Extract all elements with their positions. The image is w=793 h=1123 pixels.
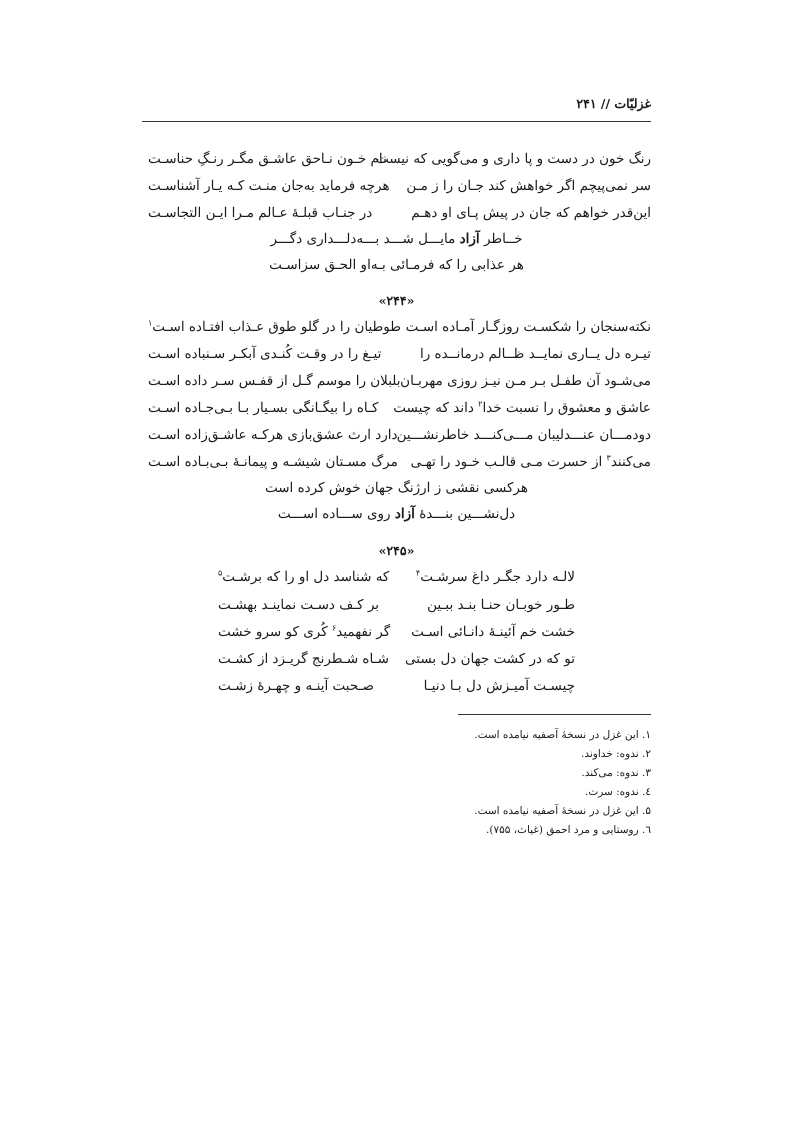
footnote-marker: ۶ xyxy=(331,623,337,633)
verse-hemistich-left: طوطیان را در گلو طوق عـذاب افتـاده اسـت$^۱$ xyxy=(148,318,402,335)
verse-hemistich-left: تیـغ را در وقـت کُنـدی آبکـر سـنباده اسـت xyxy=(148,346,382,362)
verse-hemistich-right: عاشق و معشوق را نسبت خدا$^۲$ داند که چیست xyxy=(393,399,651,416)
closing-verse: خــاطر آزاد مایـــل شـــد بـــه‌دلـــداری دگـــر xyxy=(270,231,523,247)
verse-hemistich-right: تو که در کشت جهان دل بستی xyxy=(405,651,575,667)
verse-hemistich-right: تیـره دل یــاری نمایــد ظــالم درمانــده را xyxy=(419,346,651,362)
verse-hemistich-right: می‌شـود آن طفـل بـر مـن نیـز روزی مهربـان xyxy=(400,373,651,389)
header-rule xyxy=(142,121,651,122)
ghazal-number: «۲۴۵» xyxy=(378,543,415,558)
closing-verse: دل‌نشـــین بنـــدهٔ آزاد روی ســـاده اســـت xyxy=(277,506,516,522)
verse-hemistich-left: بلبلان را موسم گـل از قفـس سـر داده اسـت xyxy=(148,373,401,389)
closing-verse: هرکسی نقشی ز ارژنگ جهان خوش کرده است xyxy=(264,480,529,496)
verse-hemistich-right: نکته‌سنجان را شکسـت روزگـار آمـاده اسـت xyxy=(405,319,651,335)
footnote: ۲. ندوه: خداوند. xyxy=(581,748,651,760)
footnote: ۵. این غزل در نسخهٔ آصفیه نیامده است. xyxy=(474,805,651,817)
verse-hemistich-left: که شناسد دل او را که برشـت$^۵$ xyxy=(218,568,390,585)
ghazal-number: «۲۴۴» xyxy=(378,293,415,308)
footnote-rule xyxy=(458,714,651,715)
verse-hemistich-left: صـحبت آینـه و چهـرهٔ زشـت xyxy=(218,678,375,694)
verse-hemistich-right: خشت خم آئینـهٔ دانـائی اسـت xyxy=(411,624,575,640)
verse-hemistich-left: مرگ مسـتان شیشـه و پیمانـهٔ بـی‌بـاده اسـت xyxy=(148,454,398,470)
footnote-marker: ۵ xyxy=(218,568,223,578)
verse-hemistich-left: بر کـف دسـت نماینـد بهشـت xyxy=(218,597,380,613)
verse-hemistich-right: این‌قدر خواهم که جان در پیش پـای او دهـم xyxy=(411,205,651,221)
verse-hemistich-right: رنگ خون در دست و پا داری و می‌گویی که نیست xyxy=(375,151,651,167)
verse-hemistich-left: هرچه فرماید به‌جان منـت کـه یـار آشناسـت xyxy=(148,178,390,194)
verse-hemistich-right: طـور خوبـان حنـا بنـد ببـین xyxy=(427,597,575,613)
verse-hemistich-right: می‌کنند$^۳$ از حسرت مـی قالـب خـود را تهـی xyxy=(410,453,651,470)
verse-hemistich-right: دودمـــان عنـــدلیبان مـــی‌کنـــد خاطرنشـــین xyxy=(396,427,651,443)
verse-hemistich-left: در جنـاب قبلـهٔ عـالم مـرا ایـن التجاسـت xyxy=(148,205,373,221)
footnote: ٤. ندوه: سرت. xyxy=(584,786,651,798)
footnote: ۳. ندوه: می‌کند. xyxy=(581,767,651,779)
footnote-marker: ۳ xyxy=(606,453,611,463)
verse-hemistich-right: سر نمی‌پیچم اگر خواهش کند جـان را ز مـن xyxy=(406,178,651,194)
verse-hemistich-left: نام خـون نـاحق عاشـق مگـر رنـگِ حناسـت xyxy=(148,151,387,167)
verse-hemistich-left: شـاه شـطرنج گریـزد از کشـت xyxy=(218,651,389,667)
verse-hemistich-left: دارد ارث عشق‌بازی هرکـه عاشـق‌زاده اسـت xyxy=(148,427,398,443)
poet-name: آزاد xyxy=(394,506,415,522)
verse-hemistich-left: گر نفهمید$^۶$ کُری کو سرو خشت xyxy=(218,623,391,640)
verse-hemistich-right: چیسـت آمیـزش دل بـا دنیـا xyxy=(423,678,575,694)
closing-verse: هر عذابی را که فرمـائی بـه‌او الحـق سزاسـت xyxy=(269,257,524,273)
running-head: غزلیّات // ۲۴۱ xyxy=(576,96,651,111)
footnote-marker: ۲ xyxy=(478,399,483,409)
footnote: ٦. روستایی و مرد احمق (غیاث، ۷۵۵). xyxy=(486,824,651,836)
verse-hemistich-right: لالـه دارد جگـر داغ سرشـت$^۴$ xyxy=(415,568,575,585)
footnote-marker: ۴ xyxy=(415,568,421,578)
poet-name: آزاد xyxy=(459,231,480,247)
verse-hemistich-left: کـاه را بیگـانگی بسـیار بـا بـی‌جـاده اسـت xyxy=(148,400,379,416)
footnote-marker: ۱ xyxy=(148,318,153,328)
footnote: ۱. این غزل در نسخهٔ آصفیه نیامده است. xyxy=(474,729,651,741)
